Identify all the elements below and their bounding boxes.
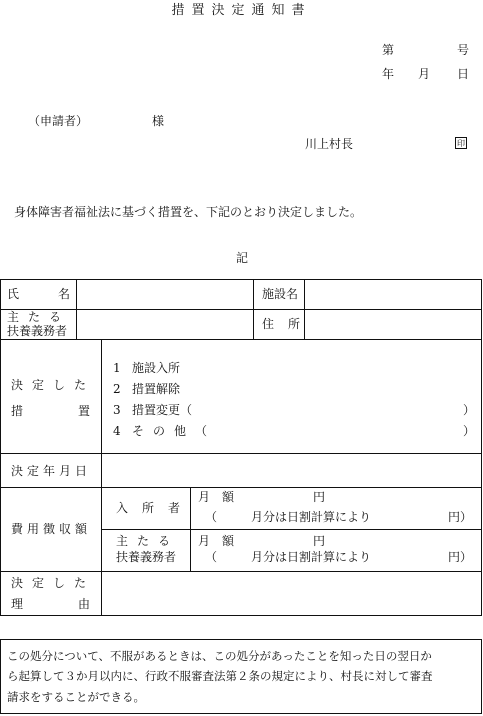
resident-note-open: （	[205, 510, 218, 524]
measure-text-3: 措置変更（	[132, 403, 193, 417]
measure-text-1: 施設入所	[132, 361, 181, 375]
intro-text: 身体障害者福祉法に基づく措置を、下記のとおり決定しました。	[14, 205, 363, 219]
guardian-fee-label-2: 扶養義務者	[116, 550, 177, 564]
date-year: 年	[382, 67, 395, 81]
measure-num-3: 3	[113, 403, 121, 417]
resident-yen: 円	[313, 490, 326, 504]
number-label: 第	[382, 43, 395, 57]
decision-date-label: 決定年月日	[11, 464, 92, 478]
decision-label-2b: 置	[78, 404, 91, 418]
measure-text-4: その他（	[132, 424, 217, 438]
guardian-label-2: 扶養義務者	[7, 324, 68, 338]
number-suffix: 号	[457, 43, 470, 57]
measure-num-4: 4	[113, 424, 121, 438]
measure-close-4: ）	[463, 424, 476, 438]
notice-line-3: 請求をすることができる。	[7, 690, 145, 704]
resident-monthly-label: 月 額	[198, 490, 235, 504]
guardian-note-close: 円）	[448, 550, 473, 564]
notice-line-1: この処分について、不服があるときは、この処分があったことを知った日の翌日か	[7, 649, 432, 663]
facility-label: 施設名	[262, 287, 299, 301]
date-month: 月	[418, 67, 431, 81]
decision-label-1: 決定した	[11, 378, 96, 392]
guardian-daily-note: 月分は日割計算により	[251, 550, 372, 564]
name-label-1: 氏	[7, 287, 20, 301]
seal-mark: 印	[457, 139, 465, 148]
measure-num-1: 1	[113, 361, 121, 375]
document-title: 措置決定通知書	[171, 3, 312, 18]
decision-label-2a: 措	[11, 404, 24, 418]
reason-label-2a: 理	[11, 597, 24, 611]
reason-label-2b: 由	[78, 597, 91, 611]
applicant-label: （申請者）	[28, 114, 89, 128]
sender-name: 川上村長	[305, 137, 354, 151]
date-day: 日	[457, 67, 470, 81]
resident-daily-note: 月分は日割計算により	[251, 510, 372, 524]
resident-note-close: 円）	[448, 510, 473, 524]
guardian-yen: 円	[313, 534, 326, 548]
guardian-fee-label-1: 主たる	[116, 534, 180, 548]
table-border	[1, 280, 482, 616]
notice-line-2: ら起算して３か月以内に、行政不服審査法第２条の規定により、村長に対して審査	[7, 669, 433, 683]
resident-label: 入所者	[116, 501, 195, 515]
measure-text-2: 措置解除	[132, 382, 181, 396]
guardian-note-open: （	[205, 550, 218, 564]
guardian-monthly-label: 月 額	[198, 534, 235, 548]
honorific: 様	[152, 114, 165, 128]
measure-close-3: ）	[463, 403, 476, 417]
ki-label: 記	[236, 251, 249, 265]
address-label: 住所	[262, 317, 315, 331]
guardian-label-1: 主たる	[7, 310, 71, 324]
fee-label: 費用徴収額	[11, 522, 92, 536]
reason-label-1: 決定した	[11, 576, 96, 590]
measure-num-2: 2	[113, 382, 121, 396]
name-label-2: 名	[58, 287, 71, 301]
